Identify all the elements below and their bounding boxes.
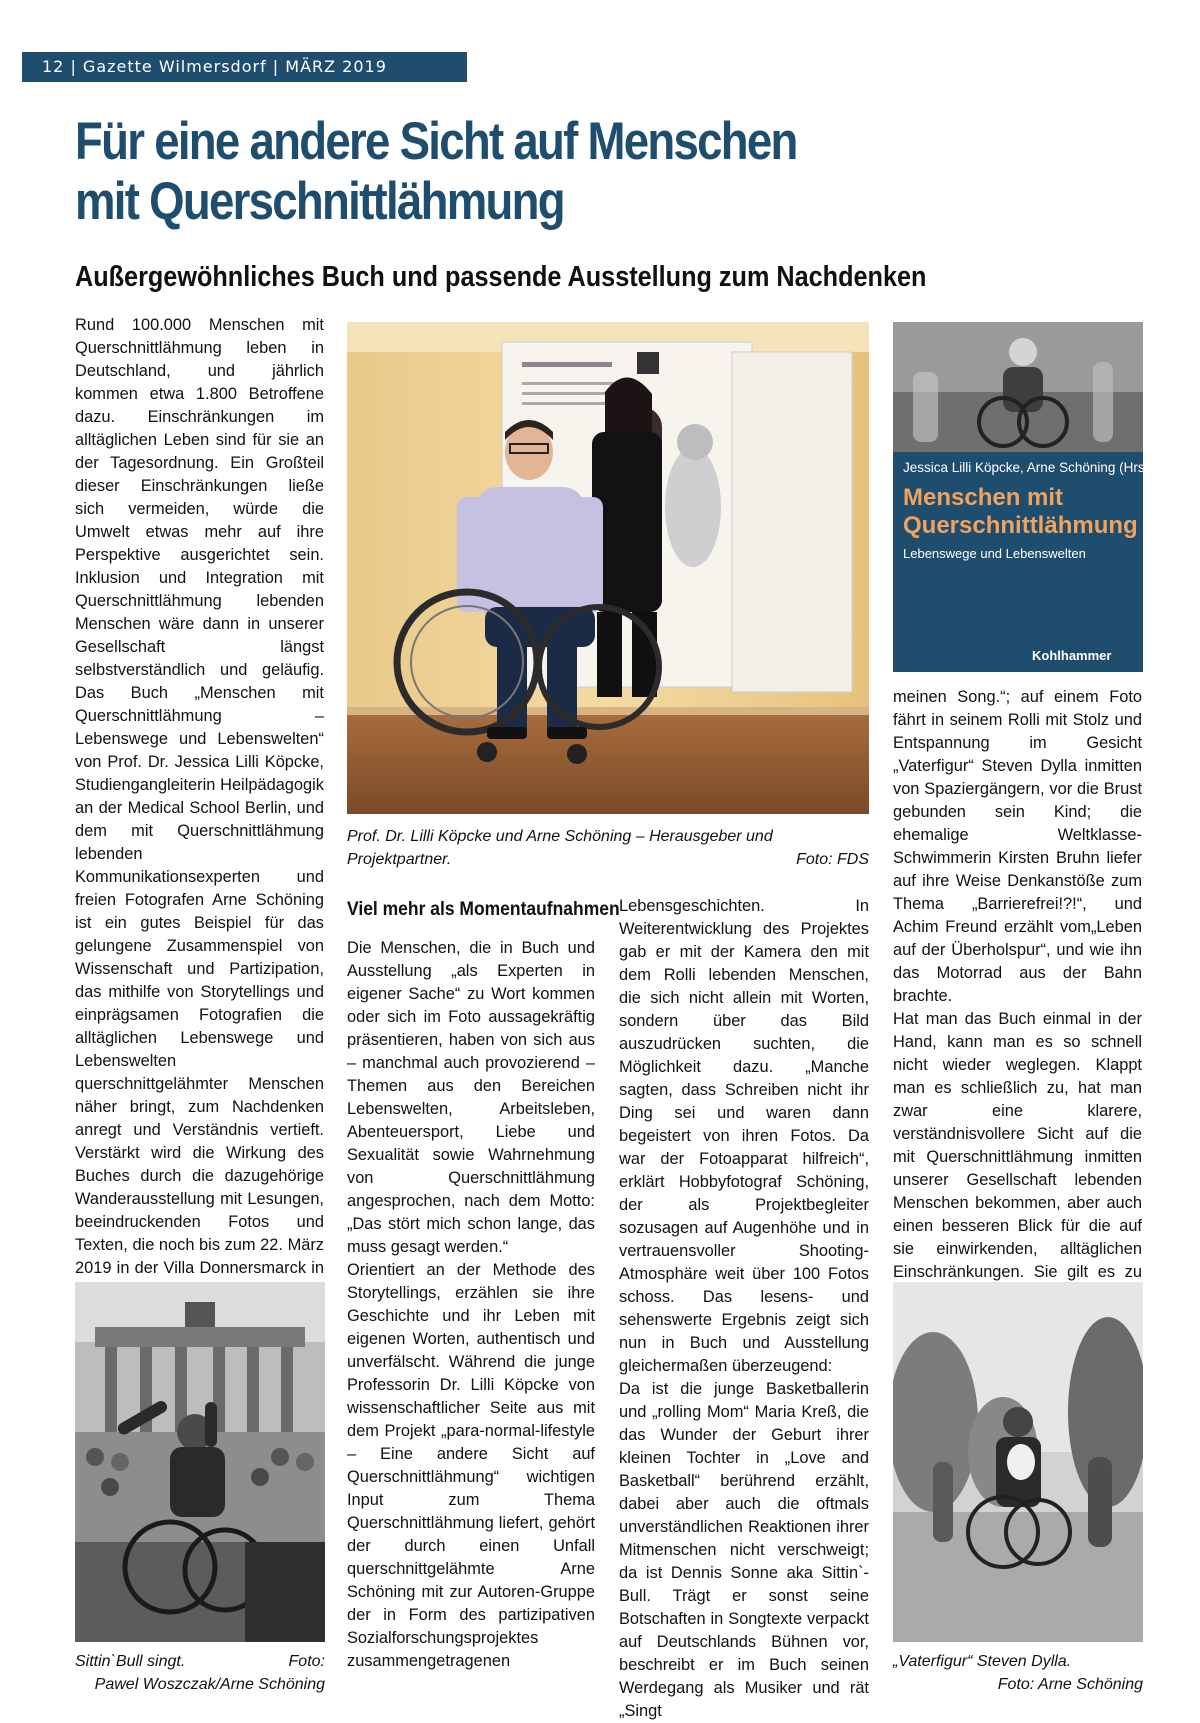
running-head-bar bbox=[22, 52, 467, 82]
article-subtitle: Außergewöhnliches Buch und passende Ausstellung zum Nachdenken bbox=[75, 261, 927, 293]
column-3 bbox=[619, 895, 869, 1723]
article-title bbox=[75, 112, 935, 232]
title-line-2: mit Querschnittlähmung bbox=[75, 172, 564, 231]
steven-dylla-photo bbox=[893, 1282, 1143, 1642]
column-1 bbox=[75, 314, 324, 1303]
sittin-bull-photo bbox=[75, 1282, 325, 1642]
column-3-paragraph-2: Da ist die junge Basketballerin und „rolling Mom“ Maria Kreß, die das Wunder der Geburt ihrer kleinen Tochter in „Love and Basketball“ berührend erzählt, dabei aber auch die oftmals unverständlichen Reaktionen ihrer Mitmenschen nicht verschweigt; da ist Dennis Sonne aka Sittin`-Bull. Trägt er sonst seine Botschaften in Songtexte verpackt auf Deutschlands Bühnen vor, beschreibt er im Buch seinen Werdegang als Musiker und rät „Singt bbox=[619, 1380, 869, 1720]
column-4 bbox=[893, 686, 1142, 1307]
book-publisher: Kohlhammer bbox=[1032, 648, 1112, 663]
column-2-paragraph-2: Orientiert an der Methode des Storytellings, erzählen sie ihre Geschichte und ihr Leben mit eigenen Worten, authentisch und unverfälscht. Während die junge Professorin Dr. Lilli Köpcke von wissenschaftlicher Seite aus mit dem Projekt „para-normal-lifestyle – Eine andere Sicht auf Querschnittlähmung“ wichtigen Input zum Thema Querschnittlähmung liefert, gehört der durch einen Unfall querschnittgelähmte Arne Schöning mit zur Autoren-Gruppe der in Form des partizipativen Sozialforschungsprojektes zusammengetragenen bbox=[347, 1261, 595, 1670]
bull-caption-credit-2: Pawel Woszczak/Arne Schöning bbox=[94, 1676, 325, 1693]
dylla-caption-text: „Vaterfigur“ Steven Dylla. bbox=[893, 1653, 1072, 1670]
column-2-paragraph-1: Die Menschen, die in Buch und Ausstellung „als Experten in eigener Sache“ zu Wort kommen oder sich im Foto aussagekräftig präsentieren, haben von sich aus – manchmal auch provozierend – Themen aus den Bereichen Lebenswelten, Arbeitsleben, Abenteuersport, Liebe und Sexualität sowie Wahrnehmung von Querschnittlähmung angesprochen, nach dem Motto: „Das stört mich schon lange, das muss gesagt werden.“ bbox=[347, 939, 595, 1256]
book-title bbox=[903, 484, 1138, 540]
book-authors: Jessica Lilli Köpcke, Arne Schöning (Hrsg.) bbox=[903, 460, 1161, 475]
column-1-text: Rund 100.000 Menschen mit Querschnittlähmung leben in Deutschland, und jährlich kommen etwa 1.800 Betroffene dazu. Einschränkungen im alltäglichen Leben sind für sie an der Tagesordnung. Ein Großteil dieser Einschränkungen ließe sich vermeiden, würde die Umwelt etwas mehr auf ihre Perspektive ausgerichtet sein. Inklusion und Integration mit Querschnittlähmung lebenden Menschen wäre dann in unserer Gesellschaft längst selbstverständlich und geläufig. Das Buch „Menschen mit Querschnittlähmung – Lebenswege und Lebenswelten“ von Prof. Dr. Jessica Lilli Köpcke, Studiengangleiterin Heilpädagogik an der Medical School Berlin, und dem mit Querschnittlähmung lebenden Kommunikationsexperten und freien Fotografen Arne Schöning ist ein gutes Beispiel für das gelungene Zusammenspiel von Wissenschaft und Partizipation, das mithilfe von Storytellings und einprägsamen Fotografien die alltäglichen Lebenswege und Lebenswelten querschnittgelähmter Menschen näher bringt, zum Nachdenken anregt und Verständnis vertieft. Verstärkt wird die Wirkung des Buches durch die dazugehörige Wanderausstellung mit Lesungen, beeindruckenden Fotos und Texten, die noch bis zum 22. März 2019 in der Villa Donnersmarck in bbox=[75, 316, 324, 1277]
section-subhead: Viel mehr als Momentaufnahmen bbox=[347, 899, 620, 920]
main-caption-text: Prof. Dr. Lilli Köpcke und Arne Schöning – Herausgeber und Projektpartner. bbox=[347, 828, 773, 868]
bull-caption-credit-1: Foto: bbox=[288, 1653, 325, 1670]
main-caption-credit: Foto: FDS bbox=[796, 851, 869, 868]
column-2 bbox=[347, 937, 595, 1673]
book-title-line-1: Menschen mit bbox=[903, 484, 1064, 511]
steven-dylla-caption bbox=[893, 1650, 1143, 1696]
book-title-line-2: Querschnittlähmung bbox=[903, 512, 1138, 539]
column-4-paragraph-2: Hat man das Buch einmal in der Hand, kann man es so schnell nicht wieder weglegen. Klappt man es schließlich zu, hat man zwar eine klarere, verständnisvollere Sicht auf die mit Querschnittlähmung inmitten unserer Gesellschaft lebenden Menschen bekommen, aber auch einen besseren Blick für die auf sie einwirkenden, alltäglichen Einschränkungen. Sie gilt es zu bbox=[893, 1010, 1142, 1281]
sittin-bull-caption bbox=[75, 1650, 325, 1696]
dylla-caption-credit: Foto: Arne Schöning bbox=[997, 1676, 1143, 1693]
bull-caption-text: Sittin`Bull singt. bbox=[75, 1653, 186, 1670]
column-4-paragraph-1: meinen Song.“; auf einem Foto fährt in seinem Rolli mit Stolz und Entspannung im Gesicht „Vaterfigur“ Steven Dylla inmitten von Spaziergängern, vor die Brust gebunden sein Kind; die ehemalige Weltklasse-Schwimmerin Kirsten Bruhn liefer auf ihre Weise Denkanstöße zum Thema „Barrierefrei!?!“, und Achim Freund erzählt vom„Leben auf der Überholspur“, und wie ihn das Motorrad aus der Bahn brachte. bbox=[893, 688, 1142, 1005]
running-head: 12 | Gazette Wilmersdorf | MÄRZ 2019 bbox=[42, 57, 387, 76]
column-3-paragraph-1: Lebensgeschichten. In Weiterentwicklung des Projektes gab er mit der Kamera den mit dem Rolli lebenden Menschen, die sich nicht allein mit Worten, sondern über das Bild auszudrücken suchten, die Möglichkeit dazu. „Manche sagten, dass Schreiben nicht ihr Ding sei und waren dann begeistert von ihren Fotos. Da war der Fotoapparat hilfreich“, erklärt Hobbyfotograf Schöning, der als Projektbegleiter sozusagen auf Augenhöhe und in vertrauensvoller Shooting-Atmosphäre weit über 100 Fotos schoss. Das lesens- und sehenswerte Ergebnis zeigt sich nun in Buch und Ausstellung gleichermaßen überzeugend: bbox=[619, 897, 869, 1375]
book-subtitle: Lebenswege und Lebenswelten bbox=[903, 546, 1086, 561]
main-photo bbox=[347, 322, 869, 814]
title-line-1: Für eine andere Sicht auf Menschen bbox=[75, 112, 797, 171]
main-photo-caption bbox=[347, 825, 869, 871]
